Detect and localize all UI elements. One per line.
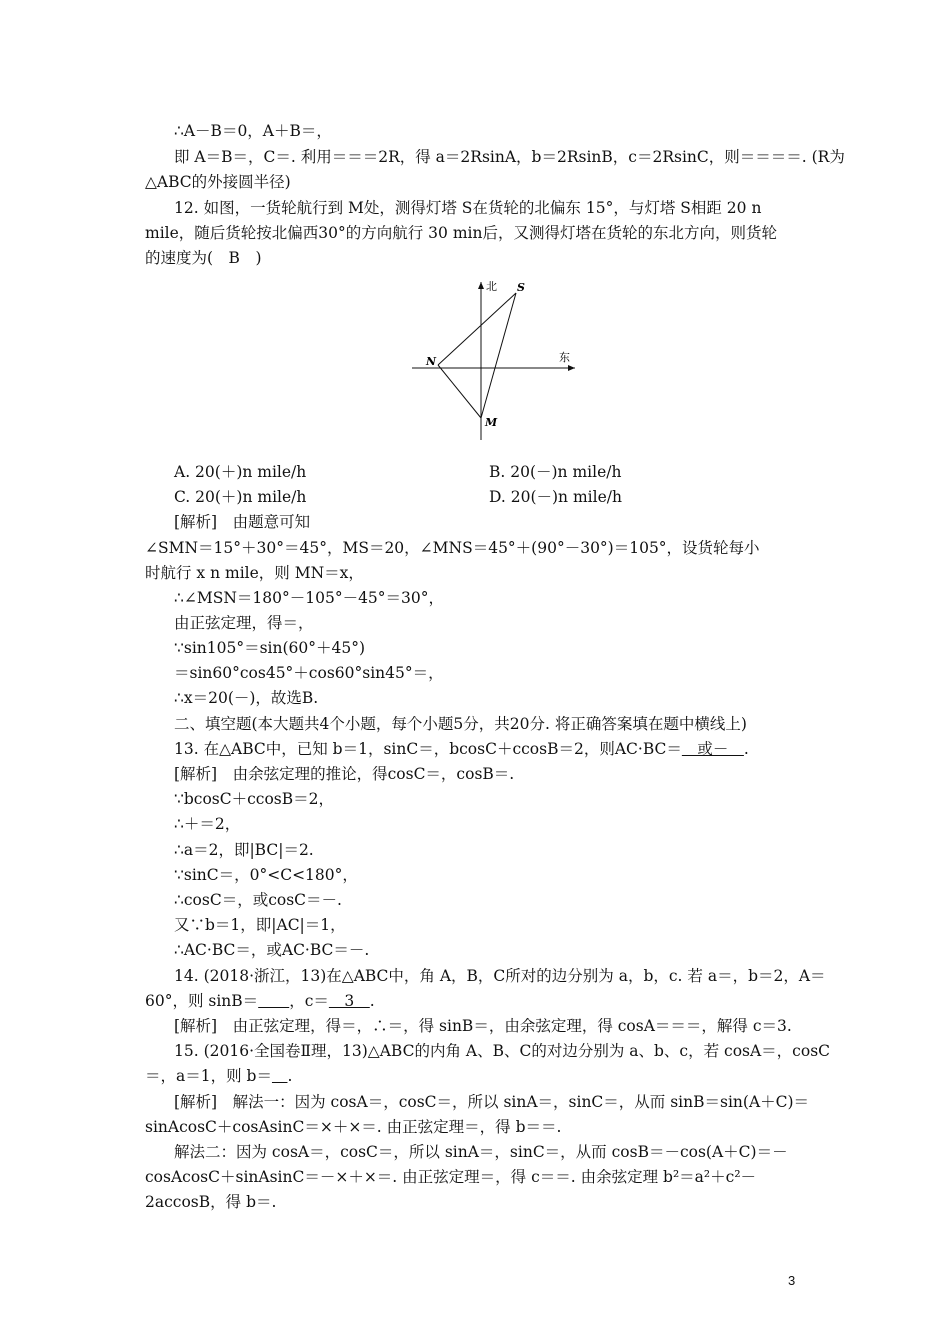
text-line: ∵sin105°＝sin(60°＋45°) bbox=[174, 639, 366, 657]
answer-blank: 3 bbox=[328, 992, 370, 1010]
text-line: ∵bcosC＋ccosB＝2， bbox=[174, 790, 335, 808]
analysis-tag: [解析] bbox=[174, 1017, 218, 1035]
text-line: [解析] 解法一：因为 cosA＝，cosC＝，所以 sinA＝，sinC＝，从而 sinB＝sin(A＋C)＝ bbox=[174, 1093, 810, 1111]
text-line: [解析] 由题意可知 bbox=[174, 513, 311, 531]
text-line: 2accosB，得 b＝. bbox=[145, 1193, 277, 1211]
section-heading: 二、填空题(本大题共4个小题，每个小题5分，共20分. 将正确答案填在题中横线上) bbox=[174, 715, 747, 733]
segment-nm bbox=[438, 365, 481, 418]
question-14: 14. (2018·浙江，13)在△ABC中，角 A，B，C所对的边分别为 a，b，c. 若 a＝，b＝2，A＝ bbox=[174, 967, 826, 985]
analysis-tag: [解析] bbox=[174, 513, 218, 531]
choice-c: C. 20(＋)n mile/h bbox=[174, 488, 307, 506]
choice-b: B. 20(－)n mile/h bbox=[489, 463, 622, 481]
text-line: mile，随后货轮按北偏西30°的方向航行 30 min后，又测得灯塔在货轮的东北方向，则货轮 bbox=[145, 224, 777, 242]
text-line: 的速度为( B ) bbox=[145, 249, 262, 267]
text-line: ＝sin60°cos45°＋cos60°sin45°＝， bbox=[174, 664, 444, 682]
answer-blank: 或－ bbox=[681, 740, 744, 758]
choice-d: D. 20(－)n mile/h bbox=[489, 488, 622, 506]
label-s: S bbox=[517, 281, 525, 294]
text-line: 由正弦定理，得＝， bbox=[174, 614, 314, 632]
text-line: cosAcosC＋sinAsinC＝－×＋×＝. 由正弦定理＝，得 c＝＝. 由余弦定理 b²＝a²＋c²－ bbox=[145, 1168, 757, 1186]
text-line: ∴x＝20(－)，故选B. bbox=[174, 689, 319, 707]
text-line: 又∵b＝1，即|AC|＝1， bbox=[174, 916, 346, 934]
navigation-diagram bbox=[405, 275, 585, 445]
label-north: 北 bbox=[486, 280, 497, 293]
question-13: 13. 在△ABC中，已知 b＝1，sinC＝，bcosC＋ccosB＝2，则AC·BC＝ 或－ . bbox=[174, 740, 749, 758]
text-line: ∵sinC＝，0°<C<180°， bbox=[174, 866, 358, 884]
text-line: 时航行 x n mile，则 MN＝x， bbox=[145, 564, 364, 582]
page-number: 3 bbox=[788, 1273, 796, 1288]
segment-sm bbox=[481, 293, 516, 418]
question-15: 15. (2016·全国卷Ⅱ理，13)△ABC的内角 A、B、C的对边分别为 a、b、c，若 cosA＝，cosC bbox=[174, 1042, 831, 1060]
text-line: ∴cosC＝，或cosC＝－. bbox=[174, 891, 342, 909]
label-east: 东 bbox=[559, 351, 570, 364]
label-n: N bbox=[426, 355, 437, 368]
segment-ns bbox=[438, 293, 516, 365]
text-line: 60°，则 sinB＝ ，c＝ 3 . bbox=[145, 992, 375, 1010]
answer-blank bbox=[258, 992, 289, 1010]
text-line: [解析] 由余弦定理的推论，得cosC＝，cosB＝. bbox=[174, 765, 515, 783]
label-m: M bbox=[485, 416, 498, 429]
text-line: ∴A－B＝0，A＋B＝， bbox=[174, 122, 332, 140]
text-line: sinAcosC＋cosAsinC＝×＋×＝. 由正弦定理＝，得 b＝＝. bbox=[145, 1118, 562, 1136]
text-line: ∴AC·BC＝，或AC·BC＝－. bbox=[174, 941, 370, 959]
text-line: ∴a＝2，即|BC|＝2. bbox=[174, 841, 314, 859]
analysis-tag: [解析] bbox=[174, 765, 218, 783]
text-line: 即 A＝B＝，C＝. 利用＝＝＝2R，得 a＝2RsinA，b＝2RsinB，c＝2RsinC，则＝＝＝＝. (R为 bbox=[174, 148, 845, 166]
text-line: 解法二：因为 cosA＝，cosC＝，所以 sinA＝，sinC＝，从而 cosB＝－cos(A＋C)＝－ bbox=[174, 1143, 788, 1161]
text-line: △ABC的外接圆半径) bbox=[145, 173, 291, 191]
text-line: ＝，a＝1，则 b＝ . bbox=[145, 1067, 293, 1085]
text-line: ∠SMN＝15°＋30°＝45°，MS＝20，∠MNS＝45°＋(90°－30°)＝105°，设货轮每小 bbox=[145, 539, 760, 557]
text-line: [解析] 由正弦定理，得＝，∴＝，得 sinB＝，由余弦定理，得 cosA＝＝＝，解得 c＝3. bbox=[174, 1017, 792, 1035]
choice-a: A. 20(＋)n mile/h bbox=[174, 463, 307, 481]
text-line: ∴＋＝2， bbox=[174, 815, 241, 833]
text-line: ∴∠MSN＝180°－105°－45°＝30°， bbox=[174, 589, 445, 607]
question-12: 12. 如图，一货轮航行到 M处，测得灯塔 S在货轮的北偏东 15°，与灯塔 S相距 20 n bbox=[174, 199, 762, 217]
analysis-tag: [解析] bbox=[174, 1093, 218, 1111]
answer-blank bbox=[272, 1067, 288, 1085]
